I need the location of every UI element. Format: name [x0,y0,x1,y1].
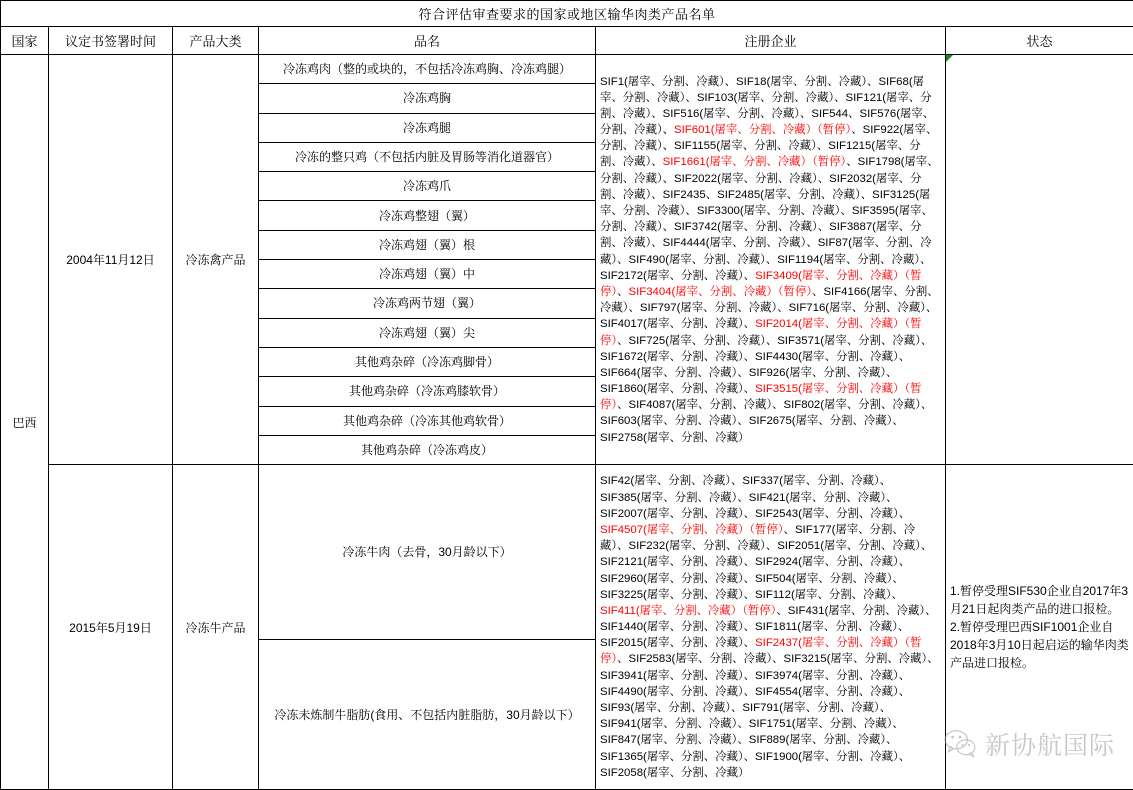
cell-product: 冷冻鸡爪 [259,172,596,201]
cell-product: 其他鸡杂碎（冷冻鸡皮） [259,435,596,465]
cell-product: 冷冻未炼制牛脂肪(食用、不包括内脏脂肪，30月龄以下） [259,640,596,790]
cell-date-group-1: 2015年5月19日 [49,465,173,790]
cell-product: 冷冻鸡胸 [259,84,596,113]
cell-country: 巴西 [1,55,49,790]
company-entry-active: SIF42(屠宰、分割、冷藏）、SIF337(屠宰、分割、冷藏）、SIF385(屠宰、分割、冷藏）、SIF421(屠宰、分割、冷藏）、SIF2007(屠宰、分割、冷藏）、SIF2543(屠宰、分割、冷藏）、 [600,475,911,520]
company-entry-suspended: SIF2014(屠宰、分割、冷藏）（暂停） [600,318,922,347]
company-entry-suspended: SIF3404(屠宰、分割、冷藏）（暂停） [628,285,813,298]
cell-product: 冷冻牛肉（去骨，30月龄以下） [259,465,596,640]
company-entry-suspended: SIF1661(屠宰、分割、冷藏）（暂停） [662,156,847,169]
cell-status-group-0 [946,55,1133,465]
company-entry-active: 、SIF2583(屠宰、分割、冷藏）、SIF3215(屠宰、分割、冷藏）、SIF3941(屠宰、分割、冷藏）、SIF3974(屠宰、分割、冷藏）、SIF4490(屠宰、分割、冷藏）、SIF4554(屠宰、分割、冷藏）、SIF93(屠宰、分割、冷藏）、SIF791(屠宰、分割、冷藏）、SIF941(屠宰、分割、冷藏）、SIF1751(屠宰、分割、冷藏）、SIF847(屠宰、分割、冷藏）、SIF889(屠宰、分割、冷藏）、SIF1365(屠宰、分割、冷藏）、SIF1900(屠宰、分割、冷藏）、SIF2058(屠宰、分割、冷藏） [600,653,939,779]
cell-product: 其他鸡杂碎（冷冻鸡膝软骨） [259,377,596,406]
company-entry-suspended: SIF601(屠宰、分割、冷藏）（暂停） [674,124,852,137]
cell-product: 冷冻鸡翅（翼）中 [259,260,596,289]
company-entry-active: 、SIF431(屠宰、分割、冷藏）、SIF1440(屠宰、分割、冷藏）、SIF1811(屠宰、分割、冷藏）、SIF2015(屠宰、分割、冷藏）、 [600,604,937,650]
company-entry-active: 、SIF4166(屠宰、分割、冷藏）、SIF797(屠宰、分割、冷藏）、SIF716(屠宰、分割、冷藏）、SIF4017(屠宰、分割、冷藏）、 [600,285,939,331]
page-title: 符合评估审查要求的国家或地区输华肉类产品名单 [1,1,1133,27]
company-entry-suspended: SIF3409(屠宰、分割、冷藏）（暂停） [600,269,922,298]
header-product: 品名 [259,27,596,55]
header-category: 产品大类 [173,27,259,55]
company-entry-suspended: SIF4507(屠宰、分割、冷藏）（暂停） [600,523,784,536]
cell-comment-marker-icon [946,55,953,62]
header-status: 状态 [946,27,1133,55]
cell-product: 冷冻鸡腿 [259,113,596,142]
company-entry-active: 、SIF922(屠宰、分割、冷藏）、SIF1155(屠宰、分割、冷藏）、SIF1215(屠宰、分割、冷藏）、 [600,124,938,169]
cell-product: 冷冻鸡翅（翼）尖 [259,318,596,347]
cell-product: 冷冻的整只鸡（不包括内脏及胃肠等消化道器官） [259,142,596,171]
title-row [1,1,1133,27]
cell-category-group-0: 冷冻禽产品 [173,55,259,465]
company-entry-active: SIF1(屠宰、分割、冷藏）、SIF18(屠宰、分割、冷藏）、SIF68(屠宰、分割、冷藏）、SIF103(屠宰、分割、冷藏）、SIF121(屠宰、分割、冷藏）、SIF516(屠宰、分割、冷藏）、SIF544、SIF576(屠宰、分割、冷藏）、 [600,75,935,137]
status-note: 1.暂停受理SIF530企业自2017年3月21日起肉类产品的进口报检。 [950,584,1129,617]
cell-product: 其他鸡杂碎（冷冻鸡脚骨） [259,347,596,376]
cell-product: 冷冻鸡整翅（翼） [259,201,596,230]
company-entry-suspended: SIF411(屠宰、分割、冷藏）（暂停） [600,604,777,617]
company-entry-suspended: SIF2437(屠宰、分割、冷藏）（暂停） [600,637,922,666]
cell-company-group-0 [596,55,946,465]
table-row [1,465,1133,640]
cell-status-group-1 [946,465,1133,790]
cell-category-group-1: 冷冻牛产品 [173,465,259,790]
company-entry-active: 、 [617,285,629,298]
watermark-text: 新协航国际 [984,732,1115,760]
cell-company-group-1 [596,465,946,790]
cell-product: 冷冻鸡肉（整的或块的，不包括冷冻鸡胸、冷冻鸡腿） [259,55,596,84]
header-country: 国家 [1,27,49,55]
company-entry-active: 、SIF725(屠宰、分割、冷藏）、SIF3571(屠宰、分割、冷藏）、SIF1672(屠宰、分割、冷藏）、SIF4430(屠宰、分割、冷藏）、SIF664(屠宰、分割、冷藏）、SIF926(屠宰、分割、冷藏）、SIF1860(屠宰、分割、冷藏）、 [600,334,933,396]
company-entry-active: 、SIF177(屠宰、分割、冷藏）、SIF232(屠宰、分割、冷藏）、SIF2051(屠宰、分割、冷藏）、SIF2121(屠宰、分割、冷藏）、SIF2924(屠宰、分割、冷藏）、SIF2960(屠宰、分割、冷藏）、SIF504(屠宰、分割、冷藏）、SIF3225(屠宰、分割、冷藏）、SIF112(屠宰、分割、冷藏）、 [600,523,933,601]
cell-date-group-0: 2004年11月12日 [49,55,173,465]
company-entry-active: 、SIF1798(屠宰、分割、冷藏）、SIF2022(屠宰、分割、冷藏）、SIF2032(屠宰、分割、冷藏）、SIF2435、SIF2485(屠宰、分割、冷藏）、SIF3125(屠宰、分割、冷藏）、SIF3300(屠宰、分割、冷藏）、SIF3595(屠宰、分割、冷藏）、SIF3742(屠宰、分割、冷藏）、SIF3887(屠宰、分割、冷藏）、SIF4444(屠宰、分割、冷藏）、SIF87(屠宰、分割、冷藏）、SIF490(屠宰、分割、冷藏）、SIF1194(屠宰、分割、冷藏）、SIF2172(屠宰、分割、冷藏）、 [600,156,939,282]
company-entry-active: 、SIF4087(屠宰、分割、冷藏）、SIF802(屠宰、分割、冷藏）、SIF603(屠宰、分割、冷藏）、SIF2675(屠宰、分割、冷藏）、SIF2758(屠宰、分割、冷藏） [600,399,933,444]
company-entry-suspended: SIF3515(屠宰、分割、冷藏）（暂停） [600,383,922,412]
cell-product: 冷冻鸡两节翅（翼） [259,289,596,318]
status-note: 2.暂停受理巴西SIF1001企业自2018年3月10日起启运的输华肉类产品进口报检。 [950,620,1129,671]
table-row [1,55,1133,84]
table-header-row [1,27,1133,55]
header-company: 注册企业 [596,27,946,55]
cell-product: 冷冻鸡翅（翼）根 [259,230,596,259]
header-date: 议定书签署时间 [49,27,173,55]
cell-product: 其他鸡杂碎（冷冻其他鸡软骨） [259,406,596,435]
